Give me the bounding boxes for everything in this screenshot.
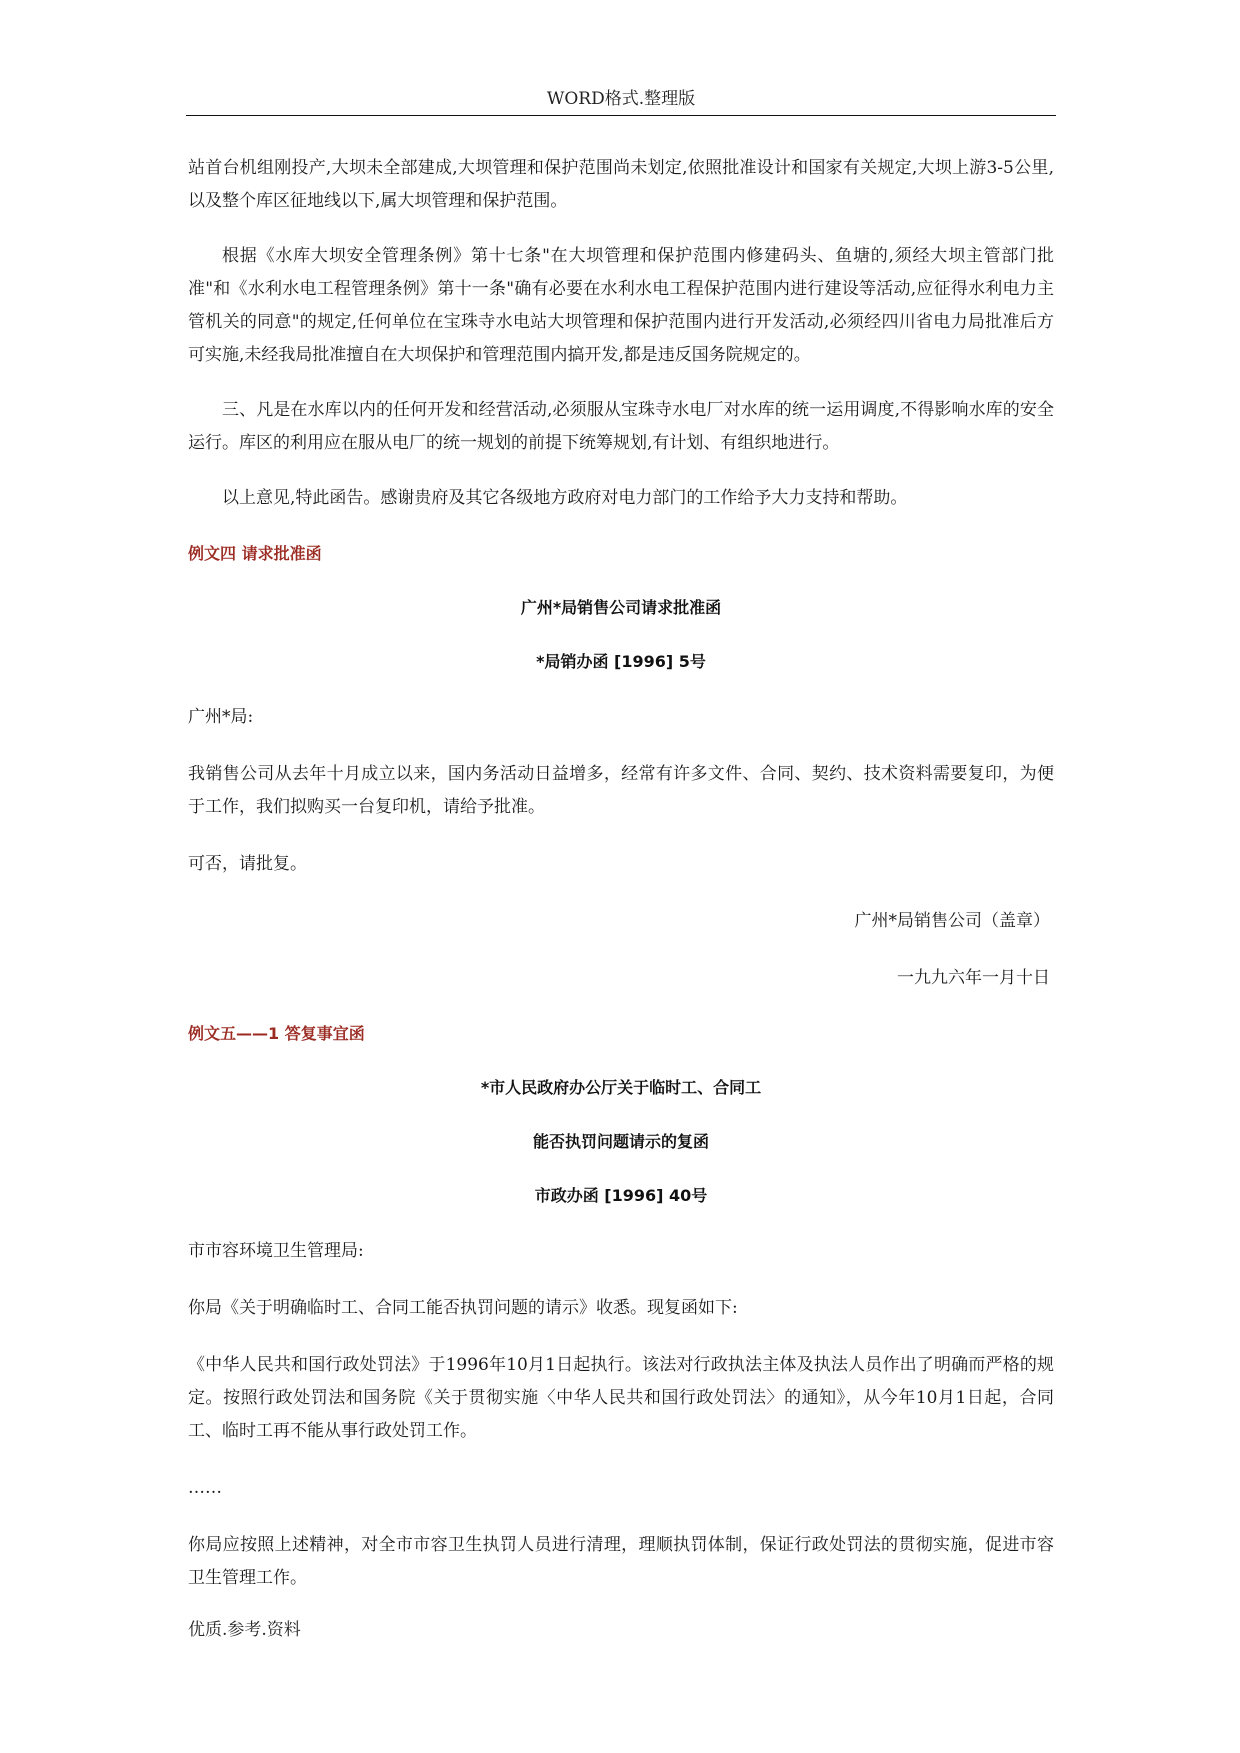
page-footer: 优质.参考.资料 [188,1620,301,1640]
page-header: WORD格式.整理版 [546,89,696,109]
signature-example-4: 广州*局销售公司（盖章） [854,911,1050,931]
body1-example-5: 你局《关于明确临时工、合同工能否执罚问题的请示》收悉。现复函如下: [188,1298,738,1318]
paragraph-closing: 以上意见,特此函告。感谢贵府及其它各级地方政府对电力部门的工作给予大力支持和帮助。 [222,488,908,508]
body3-example-5: 你局应按照上述精神，对全市市容卫生执罚人员进行清理，理顺执罚体制，保证行政处罚法的贯彻实施，促进市容卫生管理工作。 [188,1535,1054,1588]
date-example-4: 一九九六年一月十日 [897,968,1050,988]
section-title-example-5: 例文五——1 答复事宜函 [188,1024,365,1043]
document-body [188,152,1054,1595]
doc-title-example-4: 广州*局销售公司请求批准函 [520,598,722,617]
salutation-example-5: 市市容环境卫生管理局: [188,1241,364,1261]
paragraph-continued: 站首台机组刚投产,大坝未全部建成,大坝管理和保护范围尚未划定,依照批准设计和国家有关规定,大坝上游3-5公里,以及整个库区征地线以下,属大坝管理和保护范围。 [188,158,1054,211]
ellipsis-example-5: …… [188,1478,222,1498]
doc-title-line1-example-5: *市人民政府办公厅关于临时工、合同工 [480,1078,762,1097]
doc-number-example-4: *局销办函 [1996] 5号 [536,652,706,671]
header-rule [186,115,1056,116]
section-title-example-4: 例文四 请求批准函 [188,544,322,563]
closing-example-4: 可否，请批复。 [188,854,307,874]
doc-number-example-5: 市政办函 [1996] 40号 [534,1186,708,1205]
paragraph-regulations: 根据《水库大坝安全管理条例》第十七条"在大坝管理和保护范围内修建码头、鱼塘的,须经大坝主管部门批准"和《水利水电工程管理条例》第十一条"确有必要在水利水电工程保护范围内进行建设等活动,应征得水利电力主管机关的同意"的规定,任何单位在宝珠寺水电站大坝管理和保护范围内进行开发活动,必须经四川省电力局批准后方可实施,未经我局批准擅自在大坝保护和管理范围内搞开发,都是违反国务院规定的。 [188,246,1054,365]
paragraph-point-three: 三、凡是在水库以内的任何开发和经营活动,必须服从宝珠寺水电厂对水库的统一运用调度,不得影响水库的安全运行。库区的利用应在服从电厂的统一规划的前提下统筹规划,有计划、有组织地进行。 [188,400,1054,453]
doc-title-line2-example-5: 能否执罚问题请示的复函 [532,1132,709,1151]
salutation-example-4: 广州*局: [188,707,254,727]
body2-example-5: 《中华人民共和国行政处罚法》于1996年10月1日起执行。该法对行政执法主体及执法人员作出了明确而严格的规定。按照行政处罚法和国务院《关于贯彻实施〈中华人民共和国行政处罚法〉的通知》，从今年10月1日起，合同工、临时工再不能从事行政处罚工作。 [188,1355,1054,1441]
body-example-4: 我销售公司从去年十月成立以来，国内务活动日益增多，经常有许多文件、合同、契约、技术资料需要复印，为便于工作，我们拟购买一台复印机，请给予批准。 [188,764,1054,817]
